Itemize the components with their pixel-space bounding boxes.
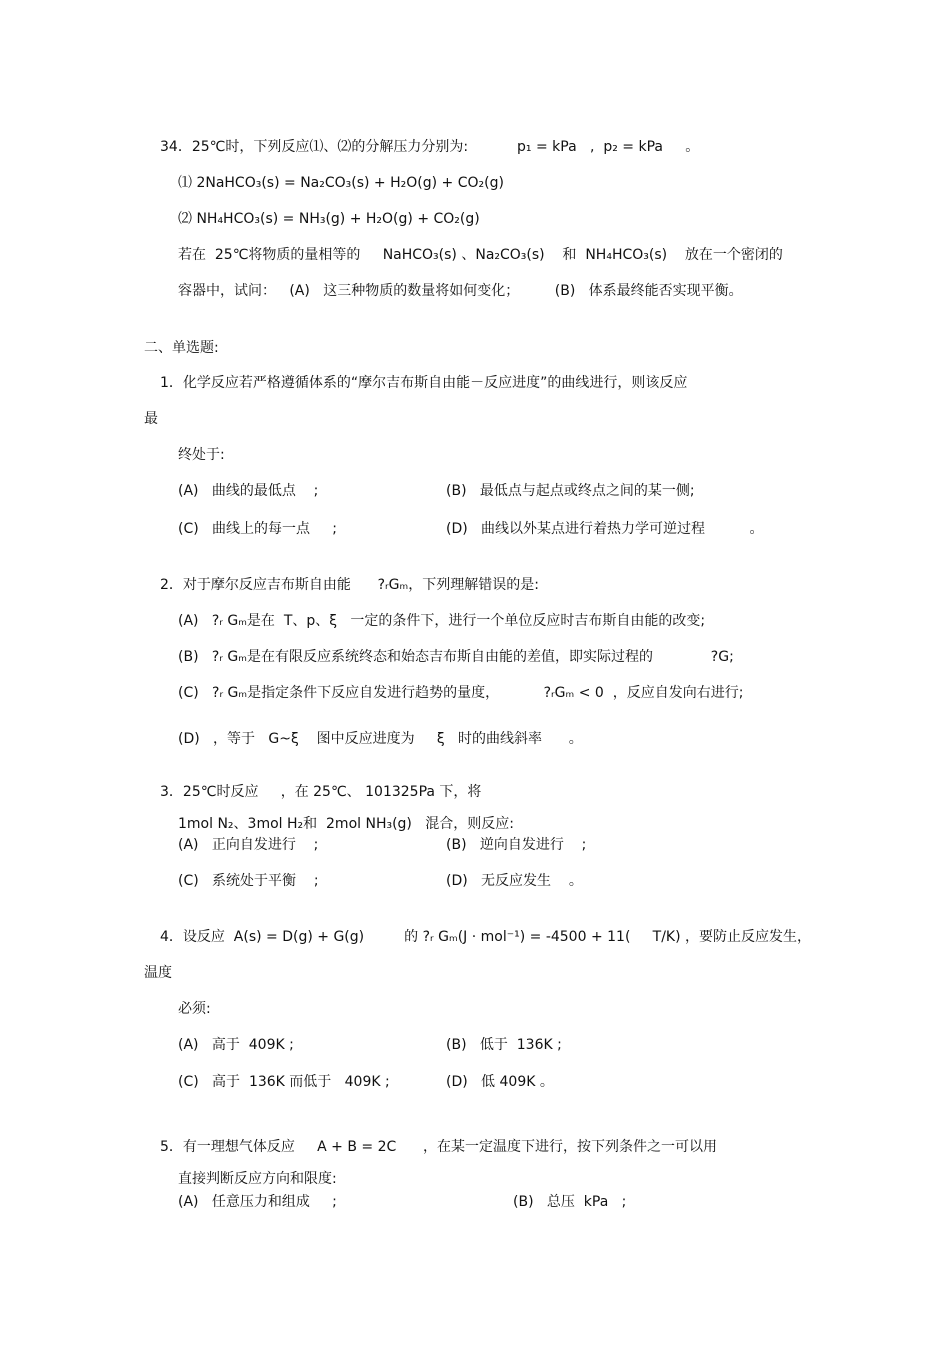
q4-option-d: (D) 低 409K 。 [446,1074,554,1090]
q1-option-d: (D) 曲线以外某点进行着热力学可逆过程 。 [446,521,764,537]
q1-stem-line1: 1．化学反应若严格遵循体系的“摩尔吉布斯自由能－反应进度”的曲线进行，则该反应 [160,375,688,391]
q5-option-b: (B) 总压 kPa ; [513,1194,627,1210]
q2-option-b: (B) ?ᵣ Gₘ是在有限反应系统终态和始态吉布斯自由能的差值，即实际过程的 ?G; [178,649,734,665]
q1-stem-line2: 终处于: [178,447,225,463]
q34-text-1: 若在 25℃将物质的量相等的 NaHCO₃(s) 、Na₂CO₃(s) 和 NH₄HCO₃(s) 放在一个密闭的 [178,247,783,263]
q4-option-a: (A) 高于 409K ; [178,1037,294,1053]
q2-option-c: (C) ?ᵣ Gₘ是指定条件下反应自发进行趋势的量度， ?ᵣGₘ < 0 ，反应自发向右进行; [178,685,744,701]
q1-stem-wrap: 最 [144,411,158,427]
q4-stem-line1: 4．设反应 A(s) = D(g) + G(g) 的 ?ᵣ Gₘ(J · mol⁻¹) = -4500 + 11( T/K) ，要防止反应发生， [160,929,812,945]
q4-stem-line2: 必须: [178,1001,211,1017]
q5-option-a: (A) 任意压力和组成 ; [178,1194,337,1210]
q3-option-d: (D) 无反应发生 。 [446,873,583,889]
q3-option-a: (A) 正向自发进行 ; [178,837,319,853]
q3-option-c: (C) 系统处于平衡 ; [178,873,319,889]
q2-option-d: (D) ，等于 G~ξ 图中反应进度为 ξ 时的曲线斜率 。 [178,731,583,747]
q1-option-b: (B) 最低点与起点或终点之间的某一侧; [446,483,695,499]
q3-stem-line2: 1mol N₂、3mol H₂和 2mol NH₃(g) 混合，则反应: [178,816,514,832]
q5-stem-line2: 直接判断反应方向和限度: [178,1171,337,1187]
q5-stem-line1: 5．有一理想气体反应 A + B = 2C ，在某一定温度下进行，按下列条件之一可以用 [160,1139,717,1155]
q34-reaction-2: ⑵ NH₄HCO₃(s) = NH₃(g) + H₂O(g) + CO₂(g) [178,211,480,227]
q3-stem-line1: 3．25℃时反应 ，在 25℃、 101325Pa 下，将 [160,784,482,800]
q2-option-a: (A) ?ᵣ Gₘ是在 T、p、ξ 一定的条件下，进行一个单位反应时吉布斯自由能的改变; [178,613,706,629]
q34-text-2: 容器中，试问： (A) 这三种物质的数量将如何变化； (B) 体系最终能否实现平衡。 [178,283,743,299]
q4-option-b: (B) 低于 136K ; [446,1037,562,1053]
q34-reaction-1: ⑴ 2NaHCO₃(s) = Na₂CO₃(s) + H₂O(g) + CO₂(g) [178,175,504,191]
q34-header: 34．25℃时，下列反应⑴、⑵的分解压力分别为: p₁ = kPa , p₂ = kPa 。 [160,139,700,155]
q4-stem-wrap: 温度 [144,965,172,981]
section-title: 二、单选题: [144,340,219,356]
q4-option-c: (C) 高于 136K 而低于 409K ; [178,1074,390,1090]
q3-option-b: (B) 逆向自发进行 ; [446,837,587,853]
q2-stem: 2．对于摩尔反应吉布斯自由能 ?ᵣGₘ，下列理解错误的是: [160,577,539,593]
q1-option-c: (C) 曲线上的每一点 ; [178,521,338,537]
q1-option-a: (A) 曲线的最低点 ; [178,483,319,499]
